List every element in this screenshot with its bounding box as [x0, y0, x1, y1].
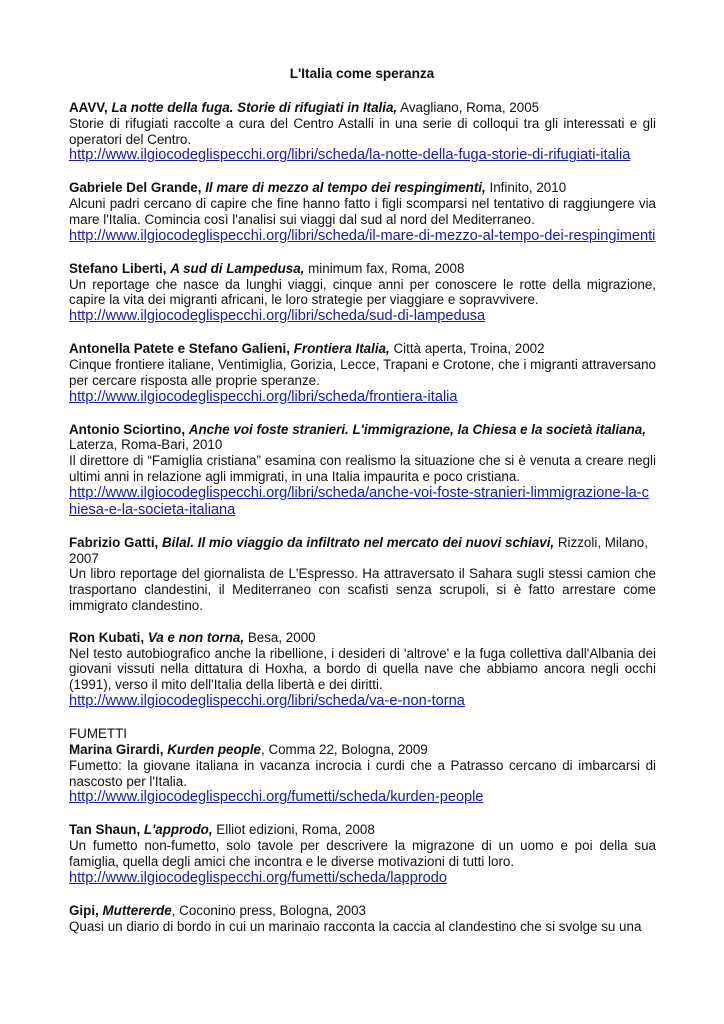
bibliography-entry — [69, 535, 656, 614]
bibliography-entry — [69, 903, 656, 935]
bibliography-entry — [69, 630, 656, 710]
entry-description: Il direttore di “Famiglia cristiana” esamina con realismo la situazione che si è venuta a creare negli ultimi anni in relazione agli immigrati, in una Italia impaurita e poco cristiana. — [69, 453, 656, 484]
entry-publisher: Elliot edizioni, Roma, 2008 — [216, 822, 375, 838]
entry-publisher: minimum fax, Roma, 2008 — [308, 260, 465, 276]
entry-description: Storie di rifugiati raccolte a cura del Centro Astalli in una serie di colloqui tra gli interessati e gli operatori del Centro. — [69, 115, 656, 147]
bibliography-entry — [69, 100, 656, 164]
entry-author: Fabrizio Gatti, — [69, 534, 159, 550]
entry-title: Anche voi foste stranieri. L'immigrazione, la Chiesa e la società italiana, — [188, 421, 646, 437]
entry-link[interactable]: http://www.ilgiocodeglispecchi.org/libri/scheda/il-mare-di-mezzo-al-tempo-dei-respingimenti — [69, 227, 656, 244]
entry-title: Muttererde — [102, 902, 172, 918]
bibliography-entry — [69, 180, 656, 244]
entry-author: Antonio Sciortino, — [69, 421, 186, 437]
entry-author: Gabriele Del Grande, — [69, 180, 202, 196]
entry-publisher: Besa, 2000 — [247, 629, 316, 645]
entry-publisher: Infinito, 2010 — [489, 180, 567, 196]
entry-author: Stefano Liberti, — [69, 260, 167, 276]
entry-title: Va e non torna, — [147, 629, 245, 645]
bibliography-entry — [69, 422, 656, 519]
bibliography-entry — [69, 726, 656, 806]
entry-link[interactable]: http://www.ilgiocodeglispecchi.org/fumetti/scheda/lapprodo — [69, 869, 448, 886]
entry-description: Cinque frontiere italiane, Ventimiglia, Gorizia, Lecce, Trapani e Crotone, che i migranti attraversano per cercare risposta alle proprie speranze. — [69, 356, 656, 388]
entry-description: Un fumetto non-fumetto, solo tavole per descrivere la migrazone di un uomo e poi della sua famiglia, quella degli amici che incontra e le diverse motivazioni di tutti loro. — [69, 838, 656, 869]
entry-title: Kurden people — [167, 741, 261, 757]
section-heading: FUMETTI — [69, 725, 128, 741]
entry-description: Un libro reportage del giornalista de L'Espresso. Ha attraversato il Sahara sugli stessi camion che trasportano clandestini, il Mediterraneo con scafisti senza scrupoli, si è fatto arrestare come immigrato clandestino. — [69, 566, 656, 613]
entry-title: L'approdo, — [143, 822, 213, 838]
entry-author: Antonella Patete e Stefano Galieni, — [69, 341, 290, 357]
entry-author: Gipi, — [69, 902, 99, 918]
entry-link[interactable]: http://www.ilgiocodeglispecchi.org/libri/scheda/sud-di-lampedusa — [69, 308, 486, 325]
entry-author: Ron Kubati, — [69, 629, 145, 645]
entry-publisher: , Coconino press, Bologna, 2003 — [171, 902, 366, 918]
entry-description: Quasi un diario di bordo in cui un marinaio racconta la caccia al clandestino che si svolge su una — [69, 918, 642, 934]
entry-description: Fumetto: la giovane italiana in vacanza incrocia i curdi che a Patrasso cercano di imbarcarsi di nascosto per l'Italia. — [69, 757, 656, 789]
entry-description: Alcuni padri cercano di capire che fine hanno fatto i figli scomparsi nel tentativo di raggiungere via mare l'Italia. Comincia così l'analisi sui viaggi dal sud al nord del Mediterraneo. — [69, 196, 656, 227]
entry-title: Frontiera Italia, — [293, 341, 390, 357]
entry-author: Tan Shaun, — [69, 822, 141, 838]
entry-link[interactable]: http://www.ilgiocodeglispecchi.org/libri/scheda/la-notte-della-fuga-storie-di-rifugiati-italia — [69, 147, 631, 164]
entry-description: Nel testo autobiografico anche la ribellione, i desideri di 'altrove' e la fuga collettiva dall'Albania dei giovani vissuti nella dittatura di Hoxha, a bordo di quella nave che abbiamo ancora negli occhi (1991), verso il mito dell'Italia della libertà e dei diritti. — [69, 645, 656, 693]
entry-publisher: Città aperta, Troina, 2002 — [393, 341, 545, 357]
entry-link[interactable]: http://www.ilgiocodeglispecchi.org/libri/scheda/anche-voi-foste-stranieri-limmigrazione-la-chiesa-e-la-societa-italiana — [69, 484, 649, 518]
entry-publisher: Rizzoli, Milano, 2007 — [69, 534, 648, 566]
entry-publisher: Laterza, Roma-Bari, 2010 — [69, 437, 223, 453]
entry-link[interactable]: http://www.ilgiocodeglispecchi.org/libri/scheda/va-e-non-torna — [69, 692, 465, 709]
entry-title: Il mare di mezzo al tempo dei respingimenti, — [205, 180, 486, 196]
bibliography-entry — [69, 341, 656, 405]
entry-title: La notte della fuga. Storie di rifugiati in Italia, — [111, 100, 398, 115]
entry-publisher: , Comma 22, Bologna, 2009 — [261, 741, 428, 757]
entry-publisher: Avagliano, Roma, 2005 — [400, 100, 540, 115]
entry-author: Marina Girardi, — [69, 741, 164, 757]
entry-title: A sud di Lampedusa, — [170, 260, 305, 276]
entry-author: AAVV, — [69, 100, 108, 115]
bibliography-list — [69, 100, 656, 950]
entry-title: Bilal. Il mio viaggio da infiltrato nel mercato dei nuovi schiavi, — [162, 534, 555, 550]
entry-link[interactable]: http://www.ilgiocodeglispecchi.org/libri/scheda/frontiera-italia — [69, 388, 458, 405]
bibliography-entry — [69, 822, 656, 886]
bibliography-entry — [69, 261, 656, 325]
entry-link[interactable]: http://www.ilgiocodeglispecchi.org/fumetti/scheda/kurden-people — [69, 789, 484, 806]
page-title: L'Italia come speranza — [289, 66, 435, 81]
entry-description: Un reportage che nasce da lunghi viaggi, cinque anni per conoscere le rotte della migrazione, capire la vita dei migranti africani, le loro strategie per viaggiare e sopravvivere. — [69, 276, 656, 308]
